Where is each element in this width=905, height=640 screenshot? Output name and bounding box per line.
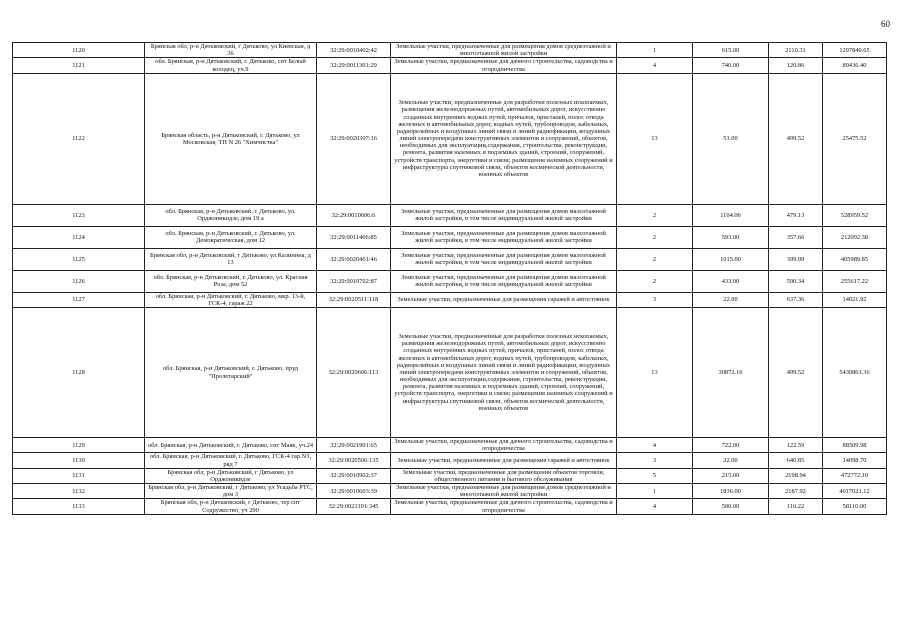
cadastral-number-cell: 32:29:0021101:345: [317, 499, 391, 514]
area-cell: 22.00: [693, 292, 769, 307]
area-cell: 22.00: [693, 453, 769, 468]
row-number-cell: 1129: [13, 438, 145, 453]
specific-value-cell: 2110.31: [769, 43, 823, 58]
area-cell: 215.00: [693, 468, 769, 483]
address-cell: обл. Брянская, р-н Дятьковский, г. Дятьково, мкр. 13-й, ГСК-4, гараж 22: [145, 292, 317, 307]
cadastral-value-cell: 58110.00: [823, 499, 887, 514]
land-use-purpose-cell: Земельные участки, предназначенные для дачного строительства, садоводства и огородничества: [391, 438, 617, 453]
area-cell: 500.00: [693, 499, 769, 514]
address-cell: Брянская обл, р-н Дятьковский, г Дятьково, ул Орджоникидзе: [145, 468, 317, 483]
cadastral-value-cell: 14098.70: [823, 453, 887, 468]
area-cell: 1015.00: [693, 248, 769, 270]
table-body: [13, 43, 887, 515]
category-group-cell: 4: [617, 438, 693, 453]
row-number-cell: 1133: [13, 499, 145, 514]
table-row: [13, 292, 887, 307]
cadastral-number-cell: 32:29:0010606:6: [317, 204, 391, 226]
cadastral-value-cell: 14021.92: [823, 292, 887, 307]
specific-value-cell: 116.22: [769, 499, 823, 514]
category-group-cell: 13: [617, 308, 693, 438]
cadastral-number-cell: 32:29:0010702:87: [317, 270, 391, 292]
specific-value-cell: 2198.94: [769, 468, 823, 483]
row-number-cell: 1123: [13, 204, 145, 226]
land-use-purpose-cell: Земельные участки, предназначенные для размещения домов малоэтажной жилой застройки, в том числе индивидуальной жилой застройки: [391, 248, 617, 270]
category-group-cell: 2: [617, 248, 693, 270]
category-group-cell: 2: [617, 226, 693, 248]
land-use-purpose-cell: Земельные участки, предназначенные для дачного строительства, садоводства и огородничества: [391, 499, 617, 514]
specific-value-cell: 499.52: [769, 308, 823, 438]
category-group-cell: 4: [617, 58, 693, 73]
cadastral-value-cell: 4017021.12: [823, 484, 887, 499]
cadastral-number-cell: 32:29:0020606:113: [317, 308, 391, 438]
table-row: [13, 204, 887, 226]
area-cell: 1836.00: [693, 484, 769, 499]
specific-value-cell: 479.13: [769, 204, 823, 226]
area-cell: 1104.00: [693, 204, 769, 226]
row-number-cell: 1128: [13, 308, 145, 438]
row-number-cell: 1125: [13, 248, 145, 270]
cadastral-value-cell: 255617.22: [823, 270, 887, 292]
row-number-cell: 1124: [13, 226, 145, 248]
area-cell: 615.00: [693, 43, 769, 58]
table-row: [13, 43, 887, 58]
address-cell: обл. Брянская, р-н Дятьковский, г. Дятьково, ул. Демократическая, дом 12: [145, 226, 317, 248]
row-number-cell: 1122: [13, 73, 145, 204]
address-cell: Брянская обл, р-н Дятьковский, г Дятьково, ул Киевская, д 36: [145, 43, 317, 58]
area-cell: 740.00: [693, 58, 769, 73]
row-number-cell: 1132: [13, 484, 145, 499]
category-group-cell: 3: [617, 292, 693, 307]
land-use-purpose-cell: Земельные участки, предназначенные для размещения домов малоэтажной жилой застройки, в том числе индивидуальной жилой застройки: [391, 204, 617, 226]
row-number-cell: 1130: [13, 453, 145, 468]
cadastral-number-cell: 32:29:0020511:118: [317, 292, 391, 307]
cadastral-number-cell: 32:29:0020506:135: [317, 453, 391, 468]
address-cell: обл. Брянская, р-н Дятьковский, г. Дятьково, ул. Орджоникидзе, дом 19 а: [145, 204, 317, 226]
cadastral-value-cell: 89436.40: [823, 58, 887, 73]
cadastral-number-cell: 32:29:0021901:65: [317, 438, 391, 453]
land-use-purpose-cell: Земельные участки, предназначенные для разработки полезных ископаемых, размещения железнодорожных путей, автомобильных дорог, искусственно созданных внутренних водных путей, причалов, пристаней, полос отвода железных и автомобильных дорог, водных путей, трубопроводов, кабельных, радиорелейных и воздушных линий связи и линий радиофикации, воздушных линий электропередачи конструктивных элементов и сооружений, объектов, необходимых для эксплуатации,содержания, строительства, реконструкции, ремонта, развития наземных и подземных зданий, строений, сооружений, устройств транспорта, энергетики и связи; размещения наземных сооружений и инфраструктуры спутниковой связи, объектов космической деятельности, военных объектов: [391, 73, 617, 204]
table-row: [13, 438, 887, 453]
category-group-cell: 13: [617, 73, 693, 204]
cadastral-number-cell: 32:29:0010902:37: [317, 468, 391, 483]
table-row: [13, 308, 887, 438]
specific-value-cell: 122.59: [769, 438, 823, 453]
cadastral-number-cell: 32:29:0011406:85: [317, 226, 391, 248]
table-row: [13, 73, 887, 204]
cadastral-value-cell: 528959.52: [823, 204, 887, 226]
land-use-purpose-cell: Земельные участки, предназначенные для размещения домов среднеэтажной и многоэтажной жилой застройки: [391, 484, 617, 499]
specific-value-cell: 637.36: [769, 292, 823, 307]
area-cell: 722.00: [693, 438, 769, 453]
table-row: [13, 226, 887, 248]
category-group-cell: 1: [617, 484, 693, 499]
land-use-purpose-cell: Земельные участки, предназначенные для разработки полезных ископаемых, размещения железнодорожных путей, автомобильных дорог, искусственно созданных внутренних водных путей, причалов, пристаней, полос отвода железных и автомобильных дорог, водных путей, трубопроводов, кабельных, радиорелейных и воздушных линий связи и линий радиофикации, воздушных линий электропередачи конструктивных элементов и сооружений, объектов, необходимых для эксплуатации,содержания, строительства, реконструкции, ремонта, развития наземных и подземных зданий, строений, сооружений, устройств транспорта, энергетики и связи; размещения наземных сооружений и инфраструктуры спутниковой связи, объектов космической деятельности, военных объектов: [391, 308, 617, 438]
address-cell: Брянская обл, р-н Дятьковский, г Дятьково, тер снт Содружество, уч 290: [145, 499, 317, 514]
table-row: [13, 270, 887, 292]
cadastral-value-cell: 212092.38: [823, 226, 887, 248]
cadastral-value-cell: 25475.52: [823, 73, 887, 204]
address-cell: Брянская область, р-н Дятьковский, г. Дятьково, ул Московская, ТП N 26 "Химчистка": [145, 73, 317, 204]
table-row: [13, 58, 887, 73]
table-row: [13, 468, 887, 483]
address-cell: Брянская обл, р-н Дятьковский, г Дятьково, ул Усадьба РТС, дом 3: [145, 484, 317, 499]
specific-value-cell: 120.86: [769, 58, 823, 73]
specific-value-cell: 590.34: [769, 270, 823, 292]
cadastral-value-cell: 1297840.65: [823, 43, 887, 58]
cadastral-number-cell: 32:29:0020401:46: [317, 248, 391, 270]
area-cell: 30872.16: [693, 308, 769, 438]
address-cell: обл. Брянская, р-н Дятьковский, г. Дятьково, снт Маяк, уч.24: [145, 438, 317, 453]
address-cell: Брянская обл, р-н Дятьковский, г Дятьково, ул Калинина, д 13: [145, 248, 317, 270]
category-group-cell: 3: [617, 453, 693, 468]
category-group-cell: 4: [617, 499, 693, 514]
cadastral-value-cell: 5430861.36: [823, 308, 887, 438]
table-row: [13, 484, 887, 499]
cadastral-number-cell: 32:29:0010603:39: [317, 484, 391, 499]
row-number-cell: 1131: [13, 468, 145, 483]
address-cell: обл. Брянская, р-н Дятьковский, г. Дятьково, ул. Красная Роза, дом 52: [145, 270, 317, 292]
specific-value-cell: 2187.92: [769, 484, 823, 499]
cadastral-number-cell: 32:29:0010402:42: [317, 43, 391, 58]
category-group-cell: 2: [617, 204, 693, 226]
cadastral-number-cell: 32:29:0020307:16: [317, 73, 391, 204]
row-number-cell: 1126: [13, 270, 145, 292]
specific-value-cell: 499.52: [769, 73, 823, 204]
address-cell: обл. Брянская, р-н Дятьковский, г. Дятьково, ГСК-4 гар.N3, ряд 7: [145, 453, 317, 468]
table-row: [13, 499, 887, 514]
land-use-purpose-cell: Земельные участки, предназначенные для размещения домов малоэтажной жилой застройки, в том числе индивидуальной жилой застройки: [391, 226, 617, 248]
row-number-cell: 1127: [13, 292, 145, 307]
address-cell: обл. Брянская, р-н Дятьковский, г. Дятьково, пруд "Пролетарский": [145, 308, 317, 438]
specific-value-cell: 399.99: [769, 248, 823, 270]
cadastral-value-cell: 472772.10: [823, 468, 887, 483]
category-group-cell: 1: [617, 43, 693, 58]
land-use-purpose-cell: Земельные участки, предназначенные для размещения гаражей и автостоянок: [391, 453, 617, 468]
land-use-purpose-cell: Земельные участки, предназначенные для дачного строительства, садоводства и огородничества: [391, 58, 617, 73]
table-row: [13, 248, 887, 270]
cadastral-value-cell: 88509.98: [823, 438, 887, 453]
category-group-cell: 2: [617, 270, 693, 292]
specific-value-cell: 357.66: [769, 226, 823, 248]
page-number: 60: [881, 19, 890, 29]
cadastral-value-cell: 405989.85: [823, 248, 887, 270]
cadastral-number-cell: 32:29:0011301:29: [317, 58, 391, 73]
table-row: [13, 453, 887, 468]
specific-value-cell: 640.85: [769, 453, 823, 468]
land-use-purpose-cell: Земельные участки, предназначенные для размещения домов среднеэтажной и многоэтажной жилой застройки: [391, 43, 617, 58]
row-number-cell: 1120: [13, 43, 145, 58]
area-cell: 433.00: [693, 270, 769, 292]
category-group-cell: 5: [617, 468, 693, 483]
land-registry-table: [12, 42, 887, 515]
land-use-purpose-cell: Земельные участки, предназначенные для размещения объектов торговли, общественного питания и бытового обслуживания: [391, 468, 617, 483]
row-number-cell: 1121: [13, 58, 145, 73]
land-use-purpose-cell: Земельные участки, предназначенные для размещения домов малоэтажной жилой застройки, в том числе индивидуальной жилой застройки: [391, 270, 617, 292]
area-cell: 593.00: [693, 226, 769, 248]
area-cell: 51.00: [693, 73, 769, 204]
address-cell: обл. Брянская, р-н Дятьковский, г. Дятьково, снт Белый колодец, уч.9: [145, 58, 317, 73]
land-use-purpose-cell: Земельные участки, предназначенные для размещения гаражей и автостоянок: [391, 292, 617, 307]
